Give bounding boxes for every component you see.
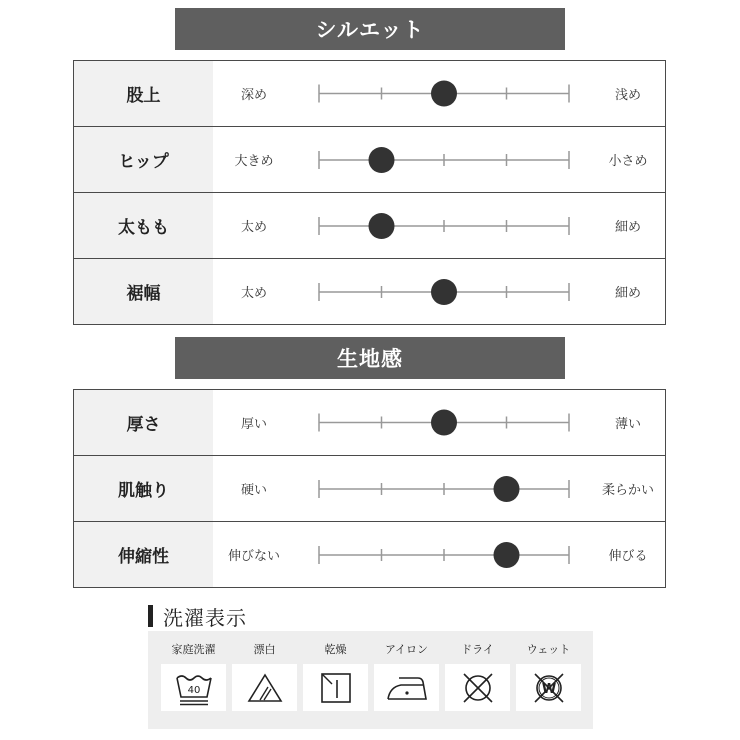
- scale: [309, 522, 571, 587]
- table-row: [74, 61, 665, 126]
- texture-title: 生地感: [337, 347, 403, 371]
- scale-indicator: [431, 279, 457, 305]
- scale-right-text: 柔らかい: [601, 483, 654, 498]
- bleach-icon: [232, 664, 297, 711]
- scale-indicator: [431, 410, 457, 436]
- care-label: 乾燥: [324, 643, 347, 656]
- row-label: 伸縮性: [74, 522, 213, 587]
- scale-indicator: [369, 213, 395, 239]
- wash-40-icon: [161, 664, 226, 711]
- table-row: [74, 521, 665, 587]
- dry-icon: [303, 664, 368, 711]
- scale: [309, 127, 571, 192]
- row-label: 肌触り: [74, 456, 213, 521]
- iron-icon: [374, 664, 439, 711]
- no-wet-clean-icon: [516, 664, 581, 711]
- scale-svg: [309, 61, 571, 126]
- silhouette-title: シルエット: [315, 18, 425, 42]
- table-row: [74, 192, 665, 258]
- scale: [309, 259, 571, 324]
- row-label: 裾幅: [74, 259, 213, 324]
- scale: [309, 456, 571, 521]
- scale-svg: [309, 127, 571, 193]
- scale-left-text: 太め: [240, 286, 267, 301]
- wet-clean-letter: W: [541, 681, 556, 697]
- scale-svg: [309, 193, 571, 259]
- scale-indicator: [494, 476, 520, 502]
- scale-indicator: [369, 147, 395, 173]
- scale-svg: [309, 390, 571, 455]
- scale-left-text: 厚い: [240, 417, 267, 432]
- texture-table: [73, 389, 666, 588]
- scale-left-text: 大きめ: [234, 154, 274, 169]
- table-row: [74, 390, 665, 455]
- texture-header: [175, 337, 565, 379]
- row-label: 厚さ: [74, 390, 213, 455]
- care-label: 漂白: [253, 643, 276, 656]
- scale-svg: [309, 522, 571, 588]
- scale-svg: [309, 259, 571, 325]
- care-label: ウェット: [526, 643, 571, 656]
- row-label: ヒップ: [74, 127, 213, 192]
- scale: [309, 193, 571, 258]
- table-row: [74, 455, 665, 521]
- scale: [309, 61, 571, 126]
- scale-right-text: 細め: [614, 220, 641, 235]
- care-label: ドライ: [461, 643, 494, 656]
- care-title: 洗濯表示: [163, 605, 247, 630]
- table-row: [74, 126, 665, 192]
- scale-left-text: 太め: [240, 220, 267, 235]
- row-label: 太もも: [74, 193, 213, 258]
- row-label: 股上: [74, 61, 213, 126]
- scale-left-text: 伸びない: [227, 549, 280, 564]
- scale-indicator: [494, 542, 520, 568]
- scale-left-text: 深め: [240, 88, 267, 103]
- care-panel: [148, 631, 593, 729]
- scale-right-text: 伸びる: [608, 549, 648, 564]
- scale-right-text: 小さめ: [608, 154, 648, 169]
- scale-right-text: 細め: [614, 286, 641, 301]
- table-row: [74, 258, 665, 324]
- care-section-title: [148, 603, 247, 629]
- no-dry-clean-icon: [445, 664, 510, 711]
- scale: [309, 390, 571, 455]
- scale-left-text: 硬い: [240, 483, 267, 498]
- scale-right-text: 薄い: [614, 417, 641, 432]
- scale-indicator: [431, 81, 457, 107]
- care-label: アイロン: [384, 643, 428, 656]
- silhouette-header: [175, 8, 565, 50]
- scale-right-text: 浅め: [614, 88, 641, 103]
- scale-svg: [309, 456, 571, 522]
- care-label: 家庭洗濯: [171, 643, 216, 656]
- wash-temp-text: 40: [187, 684, 200, 696]
- silhouette-table: [73, 60, 666, 325]
- title-bar-decoration: [148, 605, 153, 627]
